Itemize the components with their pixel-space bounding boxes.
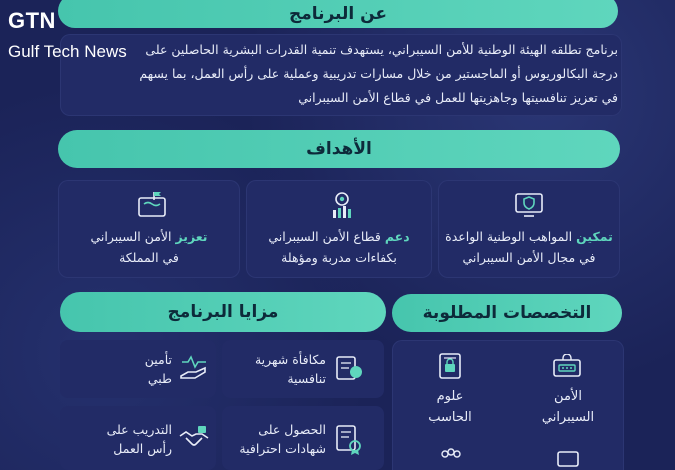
- features-heading: [60, 292, 386, 332]
- feature-text: [222, 350, 326, 388]
- money-icon: [334, 354, 364, 382]
- about-line: درجة البكالوريوس أو الماجستير من خلال مسارات تدريبية وعملية على رأس العمل، بما يسهم: [139, 66, 618, 81]
- health-hand-icon: [178, 354, 210, 382]
- feature-line2: رأس العمل: [113, 441, 172, 456]
- goal-line2: بكفاءات مدربة ومؤهلة: [281, 250, 397, 265]
- goal-line2: في المملكة: [119, 250, 179, 265]
- spec-line2: السيبراني: [541, 410, 595, 425]
- about-heading-label: عن البرنامج: [288, 4, 388, 24]
- monitor-lock-icon: [552, 354, 582, 380]
- about-heading: [58, 0, 618, 28]
- feature-line1: التدريب على: [106, 422, 172, 437]
- spec-icon-partial: [556, 448, 580, 470]
- goal-line2: في مجال الأمن السيبراني: [462, 250, 596, 265]
- spec-line1: الأمن: [554, 389, 582, 404]
- map-flag-icon: [136, 190, 168, 220]
- about-description: [70, 38, 618, 110]
- about-line: في تعزيز تنافسيتها وجاهزيتها للعمل في قطاع الأمن السيبراني: [298, 90, 618, 105]
- goal-highlight: دعم: [384, 229, 410, 244]
- goal-rest: الأمن السيبراني: [90, 229, 172, 244]
- certificate-icon: [334, 424, 364, 456]
- feature-line1: مكافأة شهرية: [254, 352, 326, 367]
- computer-lock-icon: [436, 352, 464, 382]
- spec-item: [530, 386, 606, 428]
- features-heading-label: مزايا البرنامج: [167, 302, 279, 322]
- goal-text: [60, 226, 238, 268]
- goal-text: [440, 226, 618, 268]
- feature-line2: تنافسية: [287, 371, 326, 386]
- feature-text: [66, 420, 172, 458]
- watermark-logo: GTN: [8, 8, 56, 33]
- feature-line2: شهادات احترافية: [239, 441, 326, 456]
- gear-growth-icon: [326, 188, 358, 220]
- feature-line1: الحصول على: [258, 422, 326, 437]
- handshake-icon: [178, 424, 210, 454]
- watermark-name: Gulf Tech News: [8, 42, 127, 61]
- goal-rest: قطاع الأمن السيبراني: [268, 229, 381, 244]
- feature-line2: طبي: [147, 371, 172, 386]
- goals-heading: [58, 130, 620, 168]
- spec-line2: الحاسب: [428, 410, 472, 425]
- goal-text: [248, 226, 430, 268]
- specializations-heading-label: التخصصات المطلوبة: [422, 303, 592, 323]
- about-line: برنامج تطلقه الهيئة الوطنية للأمن السيبراني، يستهدف تنمية القدرات البشرية الحاصلين على: [145, 42, 618, 57]
- feature-text: [222, 420, 326, 458]
- feature-text: [66, 350, 172, 388]
- people-icon: [438, 446, 464, 470]
- specializations-heading: [392, 294, 622, 332]
- goal-highlight: تمكين: [576, 229, 613, 244]
- feature-line1: تأمين: [144, 352, 172, 367]
- goal-rest: المواهب الوطنية الواعدة: [445, 229, 573, 244]
- spec-item: [414, 386, 486, 428]
- spec-line1: علوم: [436, 389, 464, 404]
- goals-heading-label: الأهداف: [306, 139, 372, 159]
- goal-highlight: تعزيز: [175, 229, 208, 244]
- shield-monitor-icon: [514, 190, 544, 220]
